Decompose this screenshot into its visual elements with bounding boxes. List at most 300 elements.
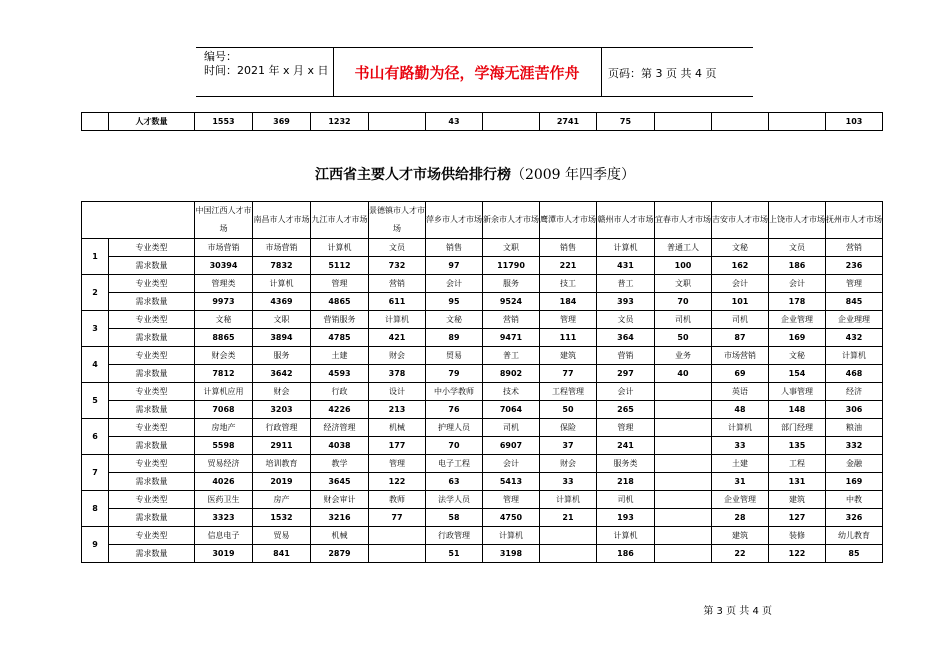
type-cell: 教师: [369, 491, 426, 509]
type-cell: 电子工程: [426, 455, 483, 473]
count-cell: 127: [769, 509, 826, 527]
count-cell: 4026: [195, 473, 253, 491]
type-cell: 管理: [540, 311, 597, 329]
market-header: 吉安市人才市场: [712, 202, 769, 239]
count-cell: 432: [826, 329, 883, 347]
count-cell: 3642: [253, 365, 311, 383]
count-cell: 154: [769, 365, 826, 383]
type-cell: 文员: [597, 311, 655, 329]
table-header-row: [82, 202, 883, 239]
type-cell: 企业管理: [769, 311, 826, 329]
count-cell: 845: [826, 293, 883, 311]
type-cell: 销售: [540, 239, 597, 257]
count-cell: 77: [540, 365, 597, 383]
count-cell: 468: [826, 365, 883, 383]
table-cell: [769, 113, 826, 131]
table-row: [82, 527, 883, 545]
type-cell: 人事管理: [769, 383, 826, 401]
count-cell: 79: [426, 365, 483, 383]
type-cell: 管理: [369, 455, 426, 473]
count-cell: 431: [597, 257, 655, 275]
type-cell: 文秘: [426, 311, 483, 329]
row-label: 专业类型: [109, 347, 195, 365]
row-label: 专业类型: [109, 239, 195, 257]
count-cell: 732: [369, 257, 426, 275]
count-cell: 213: [369, 401, 426, 419]
table-cell: [483, 113, 540, 131]
type-cell: 计算机: [597, 239, 655, 257]
market-header: 景德镇市人才市场: [369, 202, 426, 239]
count-cell: 3019: [195, 545, 253, 563]
count-cell: 4226: [311, 401, 369, 419]
type-cell: 经济管理: [311, 419, 369, 437]
count-cell: 7832: [253, 257, 311, 275]
count-cell: 9524: [483, 293, 540, 311]
type-cell: 业务: [655, 347, 712, 365]
row-label: 需求数量: [109, 365, 195, 383]
count-cell: 70: [426, 437, 483, 455]
count-cell: [655, 437, 712, 455]
header-page-label: 页码：第 3 页 共 4 页: [608, 67, 717, 80]
type-cell: 会计: [597, 383, 655, 401]
count-cell: 40: [655, 365, 712, 383]
table-cell: 43: [426, 113, 483, 131]
count-cell: 265: [597, 401, 655, 419]
type-cell: 贸易经济: [195, 455, 253, 473]
count-cell: 101: [712, 293, 769, 311]
count-cell: 2879: [311, 545, 369, 563]
type-cell: 文职: [655, 275, 712, 293]
type-cell: 房产: [253, 491, 311, 509]
type-cell: 服务: [483, 275, 540, 293]
count-cell: 186: [597, 545, 655, 563]
header-meta: [204, 50, 329, 78]
table-cell: 75: [597, 113, 655, 131]
count-cell: 9973: [195, 293, 253, 311]
type-cell: 部门经理: [769, 419, 826, 437]
row-label: 专业类型: [109, 527, 195, 545]
type-cell: 企业管理: [712, 491, 769, 509]
doc-number-label: 编号：: [204, 50, 237, 63]
count-cell: 4038: [311, 437, 369, 455]
count-cell: [540, 545, 597, 563]
rank-number: 7: [82, 455, 109, 491]
type-cell: 市场营销: [712, 347, 769, 365]
count-cell: 421: [369, 329, 426, 347]
count-cell: 33: [712, 437, 769, 455]
count-cell: 28: [712, 509, 769, 527]
count-cell: 97: [426, 257, 483, 275]
table-cell: [82, 113, 109, 131]
count-cell: [655, 473, 712, 491]
table-row: [82, 239, 883, 257]
count-cell: 2019: [253, 473, 311, 491]
type-cell: 管理: [483, 491, 540, 509]
type-cell: 服务类: [597, 455, 655, 473]
table-cell: 1553: [195, 113, 253, 131]
table-row: [82, 113, 883, 131]
count-cell: 2911: [253, 437, 311, 455]
type-cell: 计算机: [483, 527, 540, 545]
type-cell: 行政管理: [253, 419, 311, 437]
header-motto: 书山有路勤为径，学海无涯苦作舟: [354, 64, 580, 82]
count-cell: 148: [769, 401, 826, 419]
type-cell: 工程管理: [540, 383, 597, 401]
type-cell: 财会: [369, 347, 426, 365]
type-cell: [655, 419, 712, 437]
type-cell: 营销: [826, 239, 883, 257]
count-cell: 221: [540, 257, 597, 275]
market-header: 宜春市人才市场: [655, 202, 712, 239]
type-cell: 机械: [369, 419, 426, 437]
table-row: [82, 275, 883, 293]
count-cell: 37: [540, 437, 597, 455]
type-cell: 企业理理: [826, 311, 883, 329]
count-cell: 76: [426, 401, 483, 419]
count-cell: 364: [597, 329, 655, 347]
row-label: 专业类型: [109, 419, 195, 437]
type-cell: [369, 527, 426, 545]
count-cell: 58: [426, 509, 483, 527]
header-divider: [601, 48, 602, 96]
count-cell: 4369: [253, 293, 311, 311]
count-cell: 77: [369, 509, 426, 527]
type-cell: 财会审计: [311, 491, 369, 509]
type-cell: 普工: [483, 347, 540, 365]
table-row: [82, 509, 883, 527]
type-cell: 医药卫生: [195, 491, 253, 509]
type-cell: 会计: [712, 275, 769, 293]
rank-number: 6: [82, 419, 109, 455]
type-cell: 文秘: [712, 239, 769, 257]
type-cell: 管理: [311, 275, 369, 293]
count-cell: 193: [597, 509, 655, 527]
count-cell: 218: [597, 473, 655, 491]
type-cell: 普通工人: [655, 239, 712, 257]
count-cell: 3216: [311, 509, 369, 527]
count-cell: 122: [369, 473, 426, 491]
count-cell: 332: [826, 437, 883, 455]
row-label: 需求数量: [109, 545, 195, 563]
type-cell: 技术: [483, 383, 540, 401]
type-cell: 司机: [655, 311, 712, 329]
count-cell: 393: [597, 293, 655, 311]
count-cell: 7064: [483, 401, 540, 419]
type-cell: 粮油: [826, 419, 883, 437]
count-cell: 378: [369, 365, 426, 383]
type-cell: 保险: [540, 419, 597, 437]
table-cell: 369: [253, 113, 311, 131]
type-cell: 机械: [311, 527, 369, 545]
row-label: 需求数量: [109, 257, 195, 275]
type-cell: 行政: [311, 383, 369, 401]
type-cell: 建筑: [712, 527, 769, 545]
rank-number: 9: [82, 527, 109, 563]
type-cell: 建筑: [769, 491, 826, 509]
table-row: [82, 473, 883, 491]
table-row: [82, 491, 883, 509]
table-row: [82, 311, 883, 329]
count-cell: 50: [655, 329, 712, 347]
table-row: [82, 329, 883, 347]
count-cell: 4750: [483, 509, 540, 527]
count-cell: [369, 545, 426, 563]
type-cell: 护理人员: [426, 419, 483, 437]
market-header: 萍乡市人才市场: [426, 202, 483, 239]
row-label: 需求数量: [109, 437, 195, 455]
count-cell: 7068: [195, 401, 253, 419]
count-cell: 70: [655, 293, 712, 311]
count-cell: 169: [769, 329, 826, 347]
market-header: 中国江西人才市场: [195, 202, 253, 239]
count-cell: 3894: [253, 329, 311, 347]
doc-time-label: 时间：2021 年 x 月 x 日: [204, 64, 329, 77]
market-header: 上饶市人才市场: [769, 202, 826, 239]
count-cell: [655, 509, 712, 527]
ranking-table: [81, 201, 883, 563]
count-cell: 48: [712, 401, 769, 419]
count-cell: 841: [253, 545, 311, 563]
type-cell: 文员: [769, 239, 826, 257]
type-cell: 会计: [769, 275, 826, 293]
carryover-table: [81, 112, 883, 131]
count-cell: 611: [369, 293, 426, 311]
table-title: [0, 164, 950, 184]
type-cell: 计算机: [540, 491, 597, 509]
row-label: 专业类型: [109, 491, 195, 509]
count-cell: 21: [540, 509, 597, 527]
type-cell: [655, 491, 712, 509]
type-cell: 计算机: [597, 527, 655, 545]
count-cell: 69: [712, 365, 769, 383]
type-cell: 文秘: [195, 311, 253, 329]
type-cell: 销售: [426, 239, 483, 257]
type-cell: 房地产: [195, 419, 253, 437]
row-label: 专业类型: [109, 383, 195, 401]
table-row: [82, 545, 883, 563]
type-cell: 建筑: [540, 347, 597, 365]
type-cell: 装修: [769, 527, 826, 545]
table-row: [82, 455, 883, 473]
row-label: 专业类型: [109, 275, 195, 293]
count-cell: 89: [426, 329, 483, 347]
count-cell: 184: [540, 293, 597, 311]
count-cell: 85: [826, 545, 883, 563]
type-cell: 管理: [826, 275, 883, 293]
count-cell: 3203: [253, 401, 311, 419]
count-cell: 178: [769, 293, 826, 311]
type-cell: 计算机应用: [195, 383, 253, 401]
count-cell: 87: [712, 329, 769, 347]
type-cell: 营销服务: [311, 311, 369, 329]
type-cell: 营销: [597, 347, 655, 365]
type-cell: [655, 527, 712, 545]
type-cell: 会计: [426, 275, 483, 293]
rank-number: 5: [82, 383, 109, 419]
count-cell: [655, 401, 712, 419]
count-cell: 4785: [311, 329, 369, 347]
type-cell: 营销: [483, 311, 540, 329]
row-label: 需求数量: [109, 329, 195, 347]
table-cell: 1232: [311, 113, 369, 131]
type-cell: 信息电子: [195, 527, 253, 545]
type-cell: 管理: [597, 419, 655, 437]
type-cell: 财会: [540, 455, 597, 473]
table-cell: 103: [826, 113, 883, 131]
type-cell: 市场营销: [195, 239, 253, 257]
table-row: [82, 257, 883, 275]
count-cell: [655, 545, 712, 563]
count-cell: 326: [826, 509, 883, 527]
count-cell: 5598: [195, 437, 253, 455]
count-cell: 186: [769, 257, 826, 275]
table-row: [82, 293, 883, 311]
count-cell: 111: [540, 329, 597, 347]
count-cell: 5413: [483, 473, 540, 491]
type-cell: 设计: [369, 383, 426, 401]
type-cell: 法学人员: [426, 491, 483, 509]
type-cell: 行政管理: [426, 527, 483, 545]
row-label: 需求数量: [109, 401, 195, 419]
type-cell: 文职: [253, 311, 311, 329]
count-cell: 9471: [483, 329, 540, 347]
type-cell: 计算机: [369, 311, 426, 329]
type-cell: 贸易: [253, 527, 311, 545]
count-cell: 5112: [311, 257, 369, 275]
table-row: [82, 383, 883, 401]
type-cell: 服务: [253, 347, 311, 365]
market-header: 赣州市人才市场: [597, 202, 655, 239]
type-cell: 财会: [253, 383, 311, 401]
type-cell: 司机: [483, 419, 540, 437]
type-cell: [540, 527, 597, 545]
type-cell: 文员: [369, 239, 426, 257]
count-cell: 3323: [195, 509, 253, 527]
page-footer: 第 3 页 共 4 页: [703, 606, 772, 617]
title-text: 江西省主要人才市场供给排行榜: [314, 167, 511, 183]
count-cell: 63: [426, 473, 483, 491]
count-cell: 131: [769, 473, 826, 491]
type-cell: [655, 455, 712, 473]
type-cell: 技工: [540, 275, 597, 293]
table-cell: 人才数量: [109, 113, 195, 131]
count-cell: 33: [540, 473, 597, 491]
table-cell: 2741: [540, 113, 597, 131]
rank-number: 1: [82, 239, 109, 275]
document-header: [196, 47, 753, 97]
count-cell: 3645: [311, 473, 369, 491]
count-cell: 236: [826, 257, 883, 275]
row-label: 专业类型: [109, 455, 195, 473]
type-cell: 金融: [826, 455, 883, 473]
type-cell: 市场营销: [253, 239, 311, 257]
rank-number: 4: [82, 347, 109, 383]
type-cell: 土建: [712, 455, 769, 473]
type-cell: 管理类: [195, 275, 253, 293]
rank-number: 8: [82, 491, 109, 527]
title-quarter: （2009 年四季度）: [510, 167, 636, 183]
type-cell: 幼儿教育: [826, 527, 883, 545]
row-label: 需求数量: [109, 473, 195, 491]
count-cell: 162: [712, 257, 769, 275]
type-cell: 司机: [712, 311, 769, 329]
type-cell: 英语: [712, 383, 769, 401]
count-cell: 22: [712, 545, 769, 563]
market-header: 新余市人才市场: [483, 202, 540, 239]
type-cell: 司机: [597, 491, 655, 509]
type-cell: 普工: [597, 275, 655, 293]
type-cell: 工程: [769, 455, 826, 473]
count-cell: 31: [712, 473, 769, 491]
type-cell: 计算机: [712, 419, 769, 437]
count-cell: 306: [826, 401, 883, 419]
table-row: [82, 419, 883, 437]
count-cell: 4593: [311, 365, 369, 383]
type-cell: 文职: [483, 239, 540, 257]
count-cell: 122: [769, 545, 826, 563]
table-cell: [712, 113, 769, 131]
type-cell: 中教: [826, 491, 883, 509]
type-cell: 经济: [826, 383, 883, 401]
count-cell: 6907: [483, 437, 540, 455]
count-cell: 100: [655, 257, 712, 275]
type-cell: 土建: [311, 347, 369, 365]
count-cell: 241: [597, 437, 655, 455]
table-cell: [655, 113, 712, 131]
type-cell: 培训教育: [253, 455, 311, 473]
type-cell: 财会类: [195, 347, 253, 365]
count-cell: 11790: [483, 257, 540, 275]
count-cell: 1532: [253, 509, 311, 527]
count-cell: 95: [426, 293, 483, 311]
count-cell: 51: [426, 545, 483, 563]
row-label: 专业类型: [109, 311, 195, 329]
row-label: 需求数量: [109, 293, 195, 311]
count-cell: 3198: [483, 545, 540, 563]
count-cell: 297: [597, 365, 655, 383]
table-row: [82, 365, 883, 383]
market-header: 鹰潭市人才市场: [540, 202, 597, 239]
row-label: 需求数量: [109, 509, 195, 527]
type-cell: 营销: [369, 275, 426, 293]
type-cell: 计算机: [311, 239, 369, 257]
count-cell: 135: [769, 437, 826, 455]
table-cell: [369, 113, 426, 131]
count-cell: 4865: [311, 293, 369, 311]
type-cell: [655, 383, 712, 401]
type-cell: 文秘: [769, 347, 826, 365]
type-cell: 会计: [483, 455, 540, 473]
count-cell: 177: [369, 437, 426, 455]
count-cell: 8865: [195, 329, 253, 347]
market-header: 九江市人才市场: [311, 202, 369, 239]
count-cell: 7812: [195, 365, 253, 383]
table-row: [82, 437, 883, 455]
market-header: 南昌市人才市场: [253, 202, 311, 239]
type-cell: 教学: [311, 455, 369, 473]
type-cell: 计算机: [826, 347, 883, 365]
count-cell: 169: [826, 473, 883, 491]
type-cell: 贸易: [426, 347, 483, 365]
table-row: [82, 347, 883, 365]
rank-number: 3: [82, 311, 109, 347]
type-cell: 中小学教师: [426, 383, 483, 401]
rank-number: 2: [82, 275, 109, 311]
type-cell: 计算机: [253, 275, 311, 293]
count-cell: 30394: [195, 257, 253, 275]
count-cell: 50: [540, 401, 597, 419]
count-cell: 8902: [483, 365, 540, 383]
